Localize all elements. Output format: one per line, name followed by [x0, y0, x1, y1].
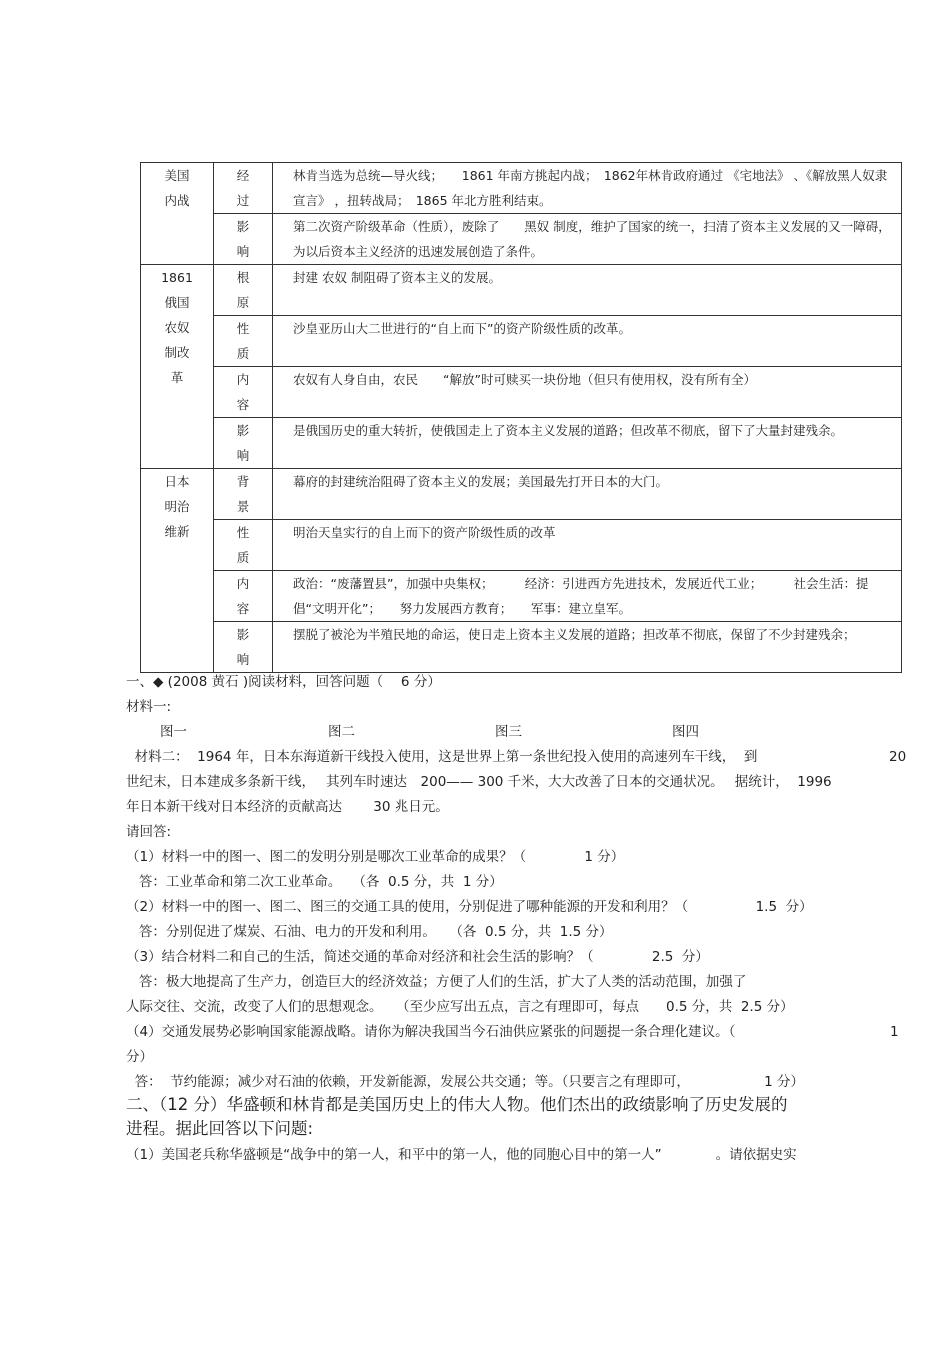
text-line-q1: （1）材料一中的图一、图二的发明分别是哪次工业革命的成果？（ 1 分） — [126, 849, 625, 865]
aspect-content-cell: 第二次资产阶级革命（性质），废除了 黑奴 制度，维护了国家的统一，扫清了资本主义发展的又一障碍，为以后资本主义经济的迅速发展创造了条件。 — [273, 214, 902, 265]
aspect-label-char: 影 — [236, 423, 250, 438]
aspect-content-cell: 林肯当选为总统—导火线； 1861 年南方挑起内战； 1862年林肯政府通过 《宅地法》 、《解放黑人奴隶宣言》 ，扭转战局； 1865 年北方胜利结束。 — [273, 163, 902, 214]
aspect-label-cell — [214, 469, 273, 520]
aspect-label-cell — [214, 418, 273, 469]
aspect-label-cell — [214, 571, 273, 622]
event-name-part: 内战 — [164, 193, 190, 208]
text-line-q4-1: 1 — [890, 1024, 899, 1040]
aspect-label-char: 容 — [236, 397, 250, 412]
aspect-content-cell: 封建 农奴 制阻碍了资本主义的发展。 — [273, 265, 902, 316]
text-line-fig4: 图四 — [672, 724, 699, 740]
aspect-label-cell — [214, 265, 273, 316]
text-line-m1-label: 材料一: — [126, 699, 172, 715]
text-line-a4: 答： 节约能源；减少对石油的依赖，开发新能源，发展公共交通；等。（只要言之有理即可， 1 分） — [126, 1074, 805, 1090]
text-line-q4-2: 分） — [126, 1049, 153, 1065]
event-name-part: 明治 — [164, 499, 190, 514]
aspect-label-char: 经 — [236, 168, 250, 183]
text-line-q3: （3）结合材料二和自己的生活，简述交通的革命对经济和社会生活的影响？（ 2.5 分） — [126, 949, 709, 965]
aspect-label-char: 内 — [236, 576, 250, 591]
history-comparison-table — [140, 162, 902, 673]
table-row — [141, 214, 902, 265]
event-name-cell — [141, 265, 214, 469]
text-line-a3-1: 答：极大地提高了生产力，创造巨大的经济效益；方便了人们的生活，扩大了人类的活动范围，加强了 — [126, 974, 747, 990]
aspect-label-char: 响 — [236, 652, 250, 667]
text-line-m2-20: 20 — [889, 749, 907, 765]
aspect-content-cell: 明治天皇实行的自上而下的资产阶级性质的改革 — [273, 520, 902, 571]
text-line-q4: （4）交通发展势必影响国家能源战略。请你为解决我国当今石油供应紧张的问题提一条合理化建议。（ — [126, 1024, 736, 1040]
aspect-label-char: 质 — [236, 346, 250, 361]
text-line-q1-title: 一、◆ (2008 黄石 )阅读材料，回答问题（ 6 分） — [126, 674, 441, 690]
aspect-content-cell: 农奴有人身自由，农民 “解放”时可赎买一块份地（但只有使用权，没有所有全） — [273, 367, 902, 418]
table-row — [141, 418, 902, 469]
text-line-a2: 答：分别促进了煤炭、石油、电力的开发和利用。 （各 0.5 分，共 1.5 分） — [126, 924, 613, 940]
event-name-cell — [141, 163, 214, 265]
event-name-cell — [141, 469, 214, 673]
aspect-label-cell — [214, 316, 273, 367]
text-line-q2: （2）材料一中的图一、图二、图三的交通工具的使用，分别促进了哪种能源的开发和利用？（ 1.5 分） — [126, 899, 813, 915]
event-name-part: 农奴 — [164, 320, 190, 335]
aspect-label-cell — [214, 163, 273, 214]
aspect-label-cell — [214, 367, 273, 418]
aspect-label-char: 内 — [236, 372, 250, 387]
aspect-label-char: 容 — [236, 601, 250, 616]
aspect-content-cell: 摆脱了被沦为半殖民地的命运，使日走上资本主义发展的道路；担改革不彻底，保留了不少封建残余； — [273, 622, 902, 673]
aspect-label-char: 根 — [236, 270, 250, 285]
aspect-content-cell: 政治：“废藩置县”，加强中央集权； 经济：引进西方先进技术，发展近代工业； 社会生活：提倡“文明开化”； 努力发展西方教育； 军事：建立皇军。 — [273, 571, 902, 622]
event-name-part: 制改 — [164, 345, 190, 360]
aspect-label-char: 景 — [236, 499, 250, 514]
aspect-label-cell — [214, 520, 273, 571]
table-row — [141, 265, 902, 316]
aspect-label-cell — [214, 622, 273, 673]
aspect-label-char: 响 — [236, 244, 250, 259]
text-line-m2-l1: 材料二： 1964 年，日本东海道新干线投入使用，这是世界上第一条世纪投入使用的高速列车干线， 到 — [126, 749, 758, 765]
event-name-part: 日本 — [164, 474, 190, 489]
aspect-label-char: 响 — [236, 448, 250, 463]
aspect-label-char: 背 — [236, 474, 250, 489]
text-line-q2-title-2: 进程。据此回答以下问题: — [126, 1119, 314, 1138]
table-row — [141, 571, 902, 622]
table-row — [141, 367, 902, 418]
aspect-label-char: 质 — [236, 550, 250, 565]
text-line-m2-l2: 世纪末，日本建成多条新干线， 其列车时速达 200—— 300 千米，大大改善了日本的交通状况。 据统计， 1996 — [126, 774, 832, 790]
table-row — [141, 316, 902, 367]
text-line-a3-2: 人际交往、交流，改变了人们的思想观念。 （至少应写出五点，言之有理即可，每点 0.5 分，共 2.5 分） — [126, 999, 794, 1015]
text-line-fig3: 图三 — [495, 724, 522, 740]
aspect-label-char: 性 — [236, 321, 250, 336]
aspect-content-cell: 沙皇亚历山大二世进行的“自上而下”的资产阶级性质的改革。 — [273, 316, 902, 367]
aspect-label-char: 影 — [236, 219, 250, 234]
aspect-label-cell — [214, 214, 273, 265]
event-name-part: 革 — [170, 370, 184, 385]
table-row — [141, 163, 902, 214]
event-name-part: 维新 — [164, 524, 190, 539]
event-name-part: 美国 — [164, 168, 190, 183]
text-line-fig2: 图二 — [328, 724, 355, 740]
text-line-m2-l3: 年日本新干线对日本经济的贡献高达 30 兆日元。 — [126, 799, 449, 815]
event-name-part: 俄国 — [164, 295, 190, 310]
table-row — [141, 622, 902, 673]
aspect-label-char: 过 — [236, 193, 250, 208]
aspect-label-char: 原 — [236, 295, 250, 310]
table-row — [141, 469, 902, 520]
event-name-part: 1861 — [161, 270, 193, 285]
aspect-content-cell: 幕府的封建统治阻碍了资本主义的发展；美国最先打开日本的大门。 — [273, 469, 902, 520]
aspect-content-cell: 是俄国历史的重大转折，使俄国走上了资本主义发展的道路；但改革不彻底，留下了大量封建残余。 — [273, 418, 902, 469]
text-line-q2-title-1: 二、（12 分）华盛顿和林肯都是美国历史上的伟大人物。他们杰出的政绩影响了历史发展的 — [126, 1095, 788, 1114]
table-row — [141, 520, 902, 571]
text-line-ask: 请回答: — [126, 824, 172, 840]
aspect-label-char: 影 — [236, 627, 250, 642]
text-line-fig1: 图一 — [160, 724, 187, 740]
text-line-a1: 答：工业革命和第二次工业革命。 （各 0.5 分，共 1 分） — [126, 874, 503, 890]
aspect-label-char: 性 — [236, 525, 250, 540]
text-line-q2-1: （1）美国老兵称华盛顿是“战争中的第一人，和平中的第一人，他的同胞心目中的第一人” 。请依据史实 — [126, 1147, 797, 1163]
